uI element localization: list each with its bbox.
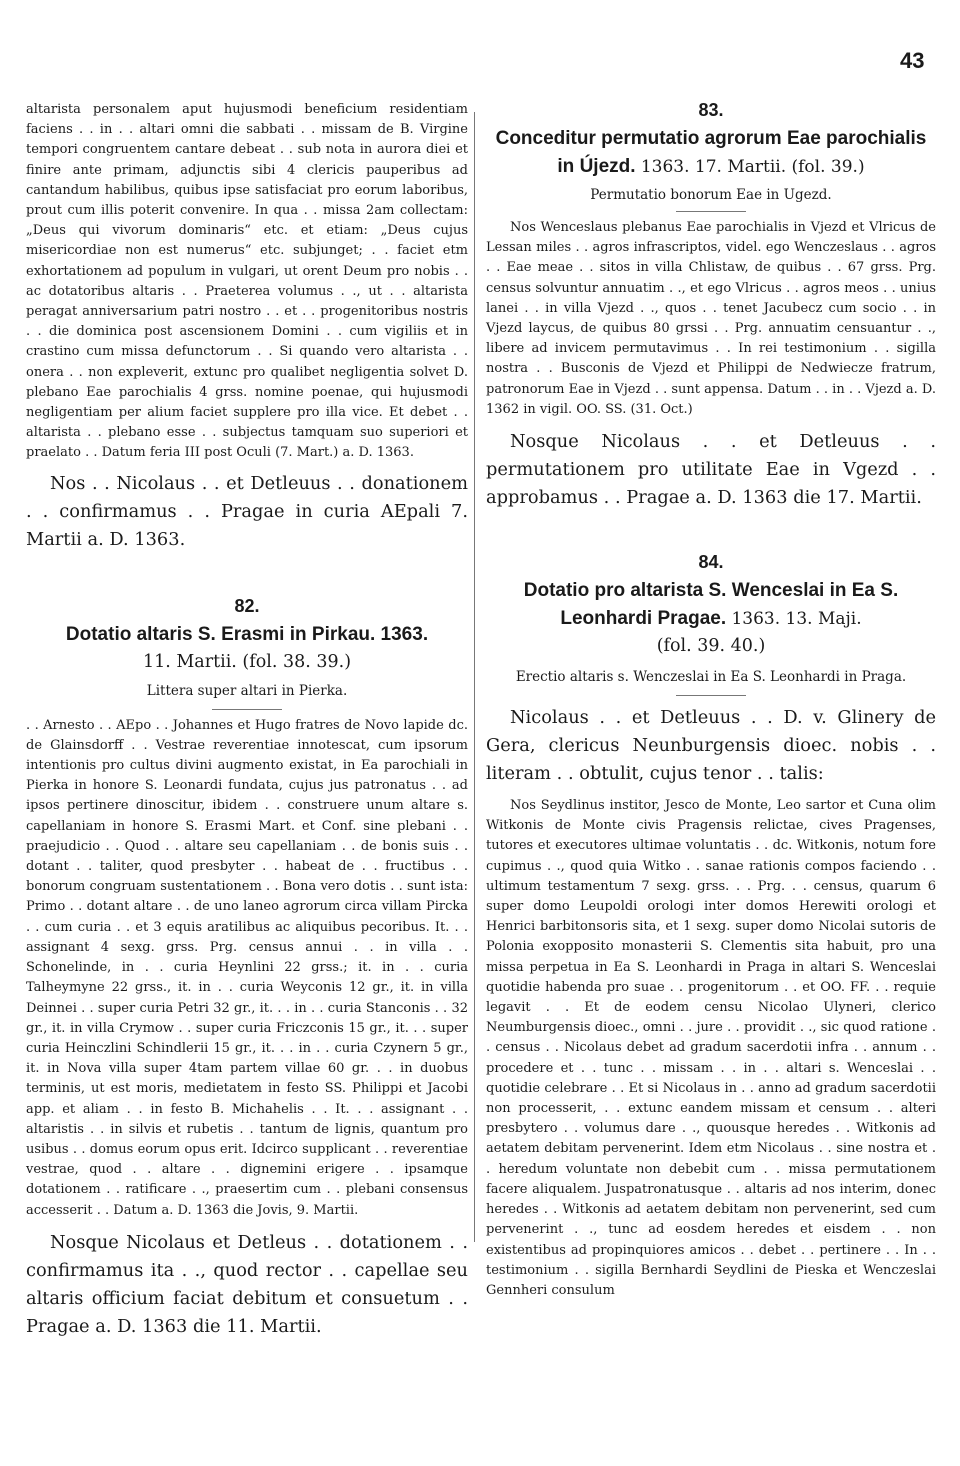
caption-rule (676, 695, 746, 696)
entry-heading-83-title: Conceditur permutatio agrorum Eae parochialis in Újezd. (495, 128, 927, 177)
right-column (486, 100, 936, 1301)
left-paragraph-1: altarista personalem aput hujusmodi beneficium residentiam faciens . . in . . altari omni die sabbati . . missam de B. Virgine tempori congruentem cantare debeat . . sub nota in aurora diei et finire ante primam, adjunctis sibi 4 clericis pauperibus ad cantandum habilibus, quibus ipse satisfaciat pro eorum laboribus, prout cum illis poterit convenire. In qua . . missa 2am collectam: „Deus qui vivorum dominaris“ etc. et etiam: „Deus cujus misericordiae non est numerus“ etc. subjunget; . . faciet etm exhortationem ad populum in vulgari, ut orent Deum pro nobis . . ac dotatoribus altaris . . Praeterea volumus . ., ut . . altarista peragat anniversarium patri nostro . . et . . progenitoribus nostris . . die dominica post ascensionem Domini . . cum vigiliis et in crastino cum missa defunctorum . . Si quando vero altarista . . onera . . non expleverit, extunc pro qualibet negligentia solvet D. plebano Eae parochialis 4 grss. nomine poenae, qui hujusmodi negligentiam per alium faciet supplere pro illa vice. Et debet . . altarista . . plebano esse . . subjectus tamquam suo superiori et praelato . . Datum feria III post Oculi (7. Mart.) a. D. 1363. (26, 102, 468, 461)
right-charter-paragraph: Nos Seydlinus institor, Jesco de Monte, Leo sartor et Cuna olim Witkonis de Monte civis Pragensis relictae, cives Pragenses, tutores et executores ultimae voluntatis . . dc. Witkonis, notum fore cupimus . ., quod quia Witko . . sanae rationis compos faciendo . . ultimum testamentum 7 sexg. grss. . . Prg. . . census, quarum 6 super domo Leupoldi orologi inter domos Herewiti orologi et Henrici barbitonsoris sita, et 1 sexg. super domo Nicolai sutoris de Polonia exopposito monasterii S. Clementis sita habuit, pro una missa perpetua in Ea S. Leonhardi in Praga in altari S. Wenceslai quotidie habenda pro suae . . progenitorum . . et OO. FF. . . requie legavit . . Et de eodem censu Nicolao Ulyneri, clerico Neumburgensis dioec., omni . . jure . . providit . ., sic quod ratione . . census . . Nicolaus debet ad gradum sacerdotii infra . . annum . . procedere et . . tunc . . missam . . in . . altari s. Wenceslai . . quotidie celebrare . . Et si Nicolaus in . . anno ad gradum sacerdotii non processerit, . . extunc eandem missam et censum . . alteri presbytero . . volumus dare . ., quousque heredes . . Witkonis ad aetatem debitam pervenerint. Idem etm Nicolaus . . sine nostra et . . heredum voluntate non debebit cum . . missa permutationem facere aliqualem. Juspatronatusque . . altaris ad nos interim, donec heredes . . Witkonis ad aetatem debitam non pervenerint, sed cum pervenerint . ., tunc ad eosdem heredes et eisdem . . non existentibus ad propinquiores amicos . . debet . . pertinere . . In . . testimonium . . sigilla Bernhardi Seydlini de Pieska et Wenczeslai Gennheri consulum (486, 798, 936, 1298)
right-paragraph-1: Nos Wenceslaus plebanus Eae parochialis in Vjezd et Vlricus de Lessan miles . . agros infrascriptos, videl. ego Wenczeslaus . . agros . . Eae meae . . sitos in villa Chlistaw, de quibus . . 67 grss. Prg. census solvuntur annuatim . ., et ego Vlricus . . agros meos . . unius lanei . . in villa Vjezd . ., quos . . tenet Jacubecz cum socio . . in Vjezd laycus, de quibus 80 grssi . . Prg. annuatim censuantur . ., libere ad invicem permutavimus . . In rei testimonium . . sigilla nostra . . Busconis de Vjezd et Philippi de Nedwiecze fratrum, patronorum Eae in Vjezd . . sunt appensa. Datum . . in . . Vjezd a. D. 1362 in vigil. OO. SS. (31. Oct.) (486, 220, 936, 417)
entry-heading-84-title: Dotatio pro altarista S. Wenceslai in Ea S. Leonhardi Pragae. (523, 580, 899, 630)
entry-heading-82: Dotatio altaris S. Erasmi in Pirkau. 1363. (65, 623, 429, 645)
left-closing-paragraph: Nosque Nicolaus et Detleus . . dotationem . . confirmamus ita . ., quod rector . . capellae seu altaris officium faciat debitum et consuetum . . Pragae a. D. 1363 die 11. Martii. (26, 1231, 468, 1337)
entry-heading-83 (486, 125, 936, 181)
entry-number-84: 84. (698, 552, 724, 573)
left-paragraph-charter: . . Arnesto . . AEpo . . Johannes et Hugo fratres de Novo lapide dc. de Glainsdorff . . Vestrae reverentiae innotescat, cum ipsorum intentionis pro cultus divini augmento existat, in Ea parochiali in Pierka in honore S. Leonardi fundata, cujus jus patronatus . . ad ipsos pertinere dinoscitur, ibidem . . construere unum altare s. capellaniam in honore S. Erasmi Mart. et Conf. sine plebani . . praejudicio . . Quod . . altare seu capellaniam . . de bonis suis . . dotant . . taliter, quod presbyter . . habeat de . . fructibus . . bonorum congruam sustentationem . . Bona vero dotis . . sunt ista: Primo . . dotant altare . . de uno laneo agrorum circa villam Pircka . . cum curia . . et 3 equis aratilibus ac aliquibus pecoribus. It. . . assignant 4 sexg. grss. Prg. census annui . . in villa . . Schonelinde, in . . curia Heynlini 22 grss.; it. in . . curia Talheymyne 22 grss., it. in . . curia Weyconis 12 gr., it. in villa Deinnei . . super curia Petri 32 gr., it. . . in . . curia Stanconis . . 32 gr., it. in villa Crymow . . super curia Friczconis 15 gr., it. . . super curia Heinczlini Schindlerii 15 gr., it. . . in . . curia Czynern 5 gr., it. in Nova villa super 4tam partem villae 60 gr. . . in duobus terminis, ut est moris, medietatem in festo SS. Philippi et Jacobi app. et aliam . . in festo B. Michahelis . . It. . . assignant . . altaristis . . in silvis et rubetis . . tantum de lignis, quantum pro usibus . . domus eorum opus erit. Idcirco supplicant . . reverentiae vestrae, quod . . altare . . dignemini erigere . . ipsamque dotationem . . ratificare . ., praesertim cum . . plebani consensus accesserit . . Datum a. D. 1363 die Jovis, 9. Martii. (26, 717, 468, 1218)
entry-caption-84: Erectio altaris s. Wenczeslai in Ea S. Leonhardi in Praga. (515, 669, 907, 686)
right-intro-paragraph: Nicolaus . . et Detleuus . . D. v. Glinery de Gera, clericus Neunburgensis dioec. nobis . . literam . . obtulit, cujus tenor . . talis: (486, 707, 936, 785)
entry-caption-82: Littera super altari in Pierka. (146, 682, 348, 699)
left-confirmation: Nos . . Nicolaus . . et Detleuus . . donationem . . confirmamus . . Pragae in curia AEpali 7. Martii a. D. 1363. (26, 472, 468, 550)
entry-caption-83: Permutatio bonorum Eae in Ugezd. (590, 187, 832, 203)
left-column (26, 100, 468, 1341)
entry-subheading-84: (fol. 39. 40.) (656, 636, 766, 657)
column-divider (474, 112, 475, 1242)
entry-number-83: 83. (698, 100, 724, 120)
entry-heading-84-date: 1363. 13. Maji. (731, 609, 862, 630)
entry-heading-84 (486, 577, 936, 633)
page-number: 43 (900, 48, 925, 73)
caption-rule (676, 211, 746, 212)
entry-subheading-82: 11. Martii. (fol. 38. 39.) (142, 651, 352, 672)
entry-number-82: 82. (234, 595, 260, 616)
caption-rule (212, 709, 282, 710)
entry-heading-83-date: 1363. 17. Martii. (fol. 39.) (640, 157, 865, 177)
right-confirmation: Nosque Nicolaus . . et Detleuus . . permutationem pro utilitate Eae in Vgezd . . approbamus . . Pragae a. D. 1363 die 17. Martii. (486, 431, 936, 509)
